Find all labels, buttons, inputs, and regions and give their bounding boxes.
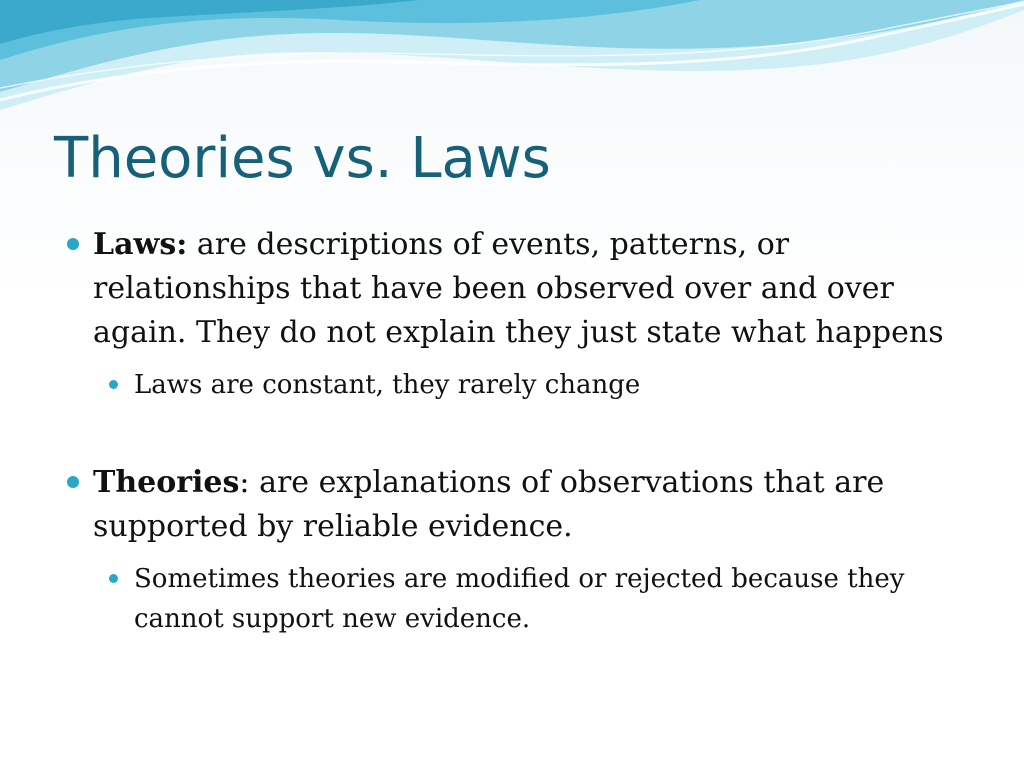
slide-content bbox=[60, 223, 960, 639]
sub-bullet-theories-modified bbox=[101, 559, 960, 639]
bullet-laws bbox=[60, 223, 960, 355]
sub-bullet-dot-icon bbox=[109, 380, 118, 389]
bullet-term: Theories bbox=[93, 465, 240, 500]
sub-bullet-laws-constant bbox=[101, 365, 960, 405]
bullet-text: : are explanations of observations that are supported by reliable evidence. bbox=[93, 465, 885, 544]
bullet-dot-icon bbox=[67, 238, 79, 250]
header-wave-decoration bbox=[0, 0, 1024, 120]
sub-bullet-text: Laws are constant, they rarely change bbox=[134, 370, 641, 400]
sub-bullet-text: Sometimes theories are modified or rejected because they cannot support new evidence. bbox=[134, 564, 905, 634]
sub-bullet-dot-icon bbox=[109, 574, 118, 583]
bullet-theories bbox=[60, 461, 960, 549]
bullet-term: Laws: bbox=[93, 227, 188, 262]
bullet-dot-icon bbox=[67, 476, 79, 488]
bullet-text: are descriptions of events, patterns, or relationships that have been observed over and over again. They do not explain they just state what happens bbox=[93, 227, 944, 350]
slide-title: Theories vs. Laws bbox=[54, 126, 551, 191]
